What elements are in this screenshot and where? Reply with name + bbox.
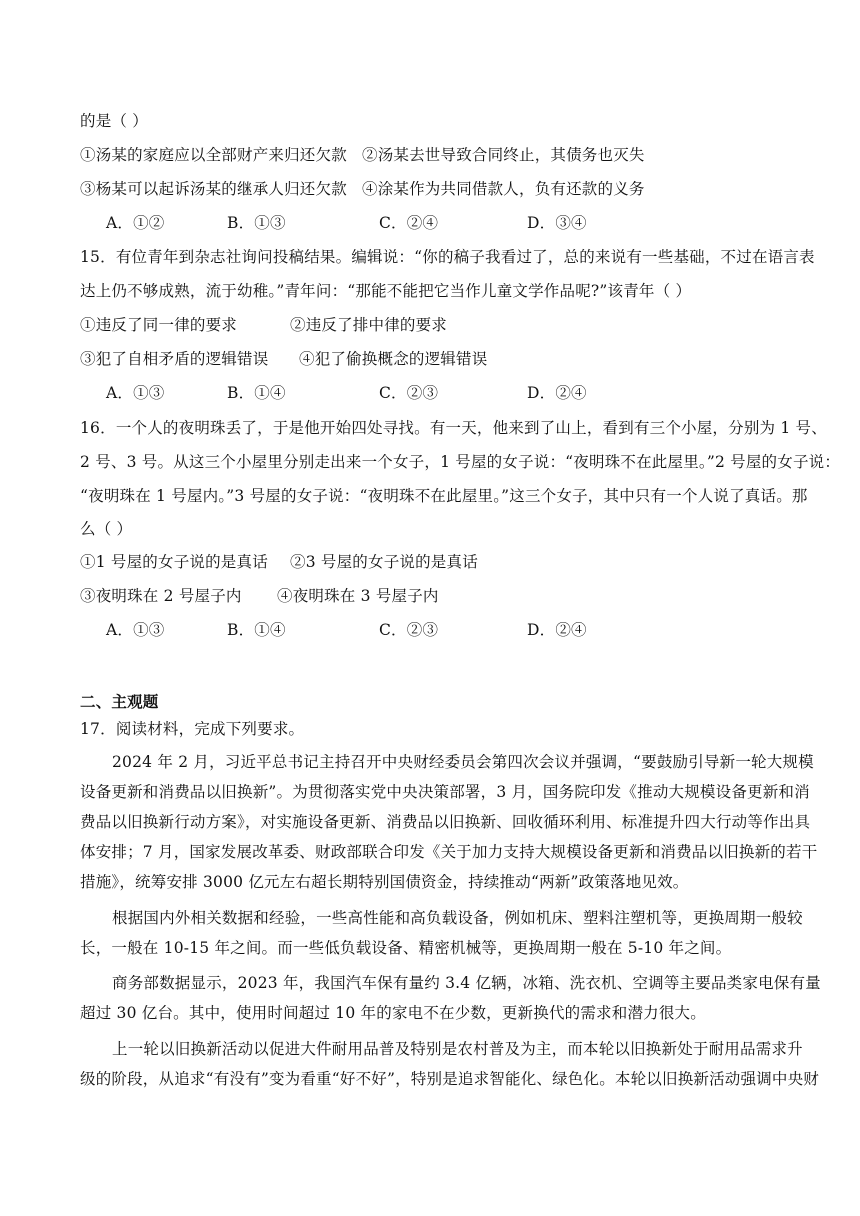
q16-option-d[interactable]: D．②④ bbox=[527, 621, 587, 639]
q16-stem-line-3: “夜明珠在 1 号屋内。”3 号屋的女子说：“夜明珠不在此屋里。”这三个女子，其中只有一个人说了真话。那 bbox=[80, 487, 808, 505]
q16-option-c[interactable]: C．②③ bbox=[379, 621, 439, 639]
q14-statement-4: ④涂某作为共同借款人，负有还款的义务 bbox=[362, 180, 645, 198]
material-p2-line-1: 根据国内外相关数据和经验，一些高性能和高负载设备，例如机床、塑料注塑机等，更换周期一般较 bbox=[112, 909, 803, 927]
material-p1-line-5: 措施》，统筹安排 3000 亿元左右超长期特别国债资金，持续推动“两新”政策落地见效。 bbox=[80, 873, 689, 891]
material-p4-line-2: 级的阶段，从追求“有没有”变为看重“好不好”，特别是追求智能化、绿色化。本轮以旧换新活动强调中央财 bbox=[80, 1070, 819, 1088]
material-p1-line-1: 2024 年 2 月，习近平总书记主持召开中央财经委员会第四次会议并强调，“要鼓励引导新一轮大规模 bbox=[112, 753, 814, 771]
material-p1-line-4: 体安排；7 月，国家发展改革委、财政部联合印发《关于加力支持大规模设备更新和消费品以旧换新的若干 bbox=[80, 843, 818, 861]
section-heading: 二、主观题 bbox=[80, 692, 159, 711]
q15-stem-line-2: 达上仍不够成熟，流于幼稚。”青年问：“那能不能把它当作儿童文学作品呢?”该青年（ ） bbox=[80, 282, 692, 300]
q15-stem-line-1: 15．有位青年到杂志社询问投稿结果。编辑说：“你的稿子我看过了，总的来说有一些基础，不过在语言表 bbox=[80, 248, 815, 266]
material-p1-line-2: 设备更新和消费品以旧换新”。为贯彻落实党中央决策部署，3 月，国务院印发《推动大规模设备更新和消 bbox=[80, 783, 810, 801]
q14-statement-1: ①汤某的家庭应以全部财产来归还欠款 bbox=[80, 146, 347, 164]
q14-option-d[interactable]: D．③④ bbox=[527, 214, 587, 232]
q16-statement-1: ①1 号屋的女子说的是真话 bbox=[80, 553, 268, 571]
q15-statement-3: ③犯了自相矛盾的逻辑错误 bbox=[80, 350, 269, 368]
q16-statement-4: ④夜明珠在 3 号屋子内 bbox=[277, 587, 439, 605]
q15-statement-1: ①违反了同一律的要求 bbox=[80, 316, 238, 334]
material-p1-line-3: 费品以旧换新行动方案》，对实施设备更新、消费品以旧换新、回收循环利用、标准提升四大行动等作出具 bbox=[80, 813, 811, 831]
q14-option-b[interactable]: B．①③ bbox=[227, 214, 286, 232]
material-p2-line-2: 长，一般在 10-15 年之间。而一些低负载设备、精密机械等，更换周期一般在 5-10 年之间。 bbox=[80, 939, 732, 957]
q16-statement-2: ②3 号屋的女子说的是真话 bbox=[290, 553, 478, 571]
q14-statement-2: ②汤某去世导致合同终止，其债务也灭失 bbox=[362, 146, 645, 164]
q15-option-a[interactable]: A．①③ bbox=[106, 384, 165, 402]
q16-statement-3: ③夜明珠在 2 号屋子内 bbox=[80, 587, 242, 605]
q14-stem-tail: 的是（ ） bbox=[80, 112, 148, 130]
q15-option-b[interactable]: B．①④ bbox=[227, 384, 286, 402]
q14-option-c[interactable]: C．②④ bbox=[379, 214, 439, 232]
q16-option-a[interactable]: A．①③ bbox=[106, 621, 165, 639]
q15-option-d[interactable]: D．②④ bbox=[527, 384, 587, 402]
q16-option-b[interactable]: B．①④ bbox=[227, 621, 286, 639]
q15-option-c[interactable]: C．②③ bbox=[379, 384, 439, 402]
q14-option-a[interactable]: A．①② bbox=[106, 214, 165, 232]
material-p4-line-1: 上一轮以旧换新活动以促进大件耐用品普及特别是农村普及为主，而本轮以旧换新处于耐用品需求升 bbox=[112, 1040, 803, 1058]
q17-stem: 17．阅读材料，完成下列要求。 bbox=[80, 720, 305, 738]
q16-stem-line-2: 2 号、3 号。从这三个小屋里分别走出来一个女子，1 号屋的女子说：“夜明珠不在此屋里。”2 号屋的女子说： bbox=[80, 453, 841, 471]
q16-stem-line-1: 16．一个人的夜明珠丢了，于是他开始四处寻找。有一天，他来到了山上，看到有三个小屋，分别为 1 号、 bbox=[80, 419, 827, 437]
q15-statement-4: ④犯了偷换概念的逻辑错误 bbox=[299, 350, 488, 368]
q15-statement-2: ②违反了排中律的要求 bbox=[290, 316, 448, 334]
q16-stem-line-4: 么（ ） bbox=[80, 520, 133, 538]
q14-statement-3: ③杨某可以起诉汤某的继承人归还欠款 bbox=[80, 180, 347, 198]
material-p3-line-2: 超过 30 亿台。其中，使用时间超过 10 年的家电不在少数，更新换代的需求和潜力很大。 bbox=[80, 1004, 706, 1022]
material-p3-line-1: 商务部数据显示，2023 年，我国汽车保有量约 3.4 亿辆，冰箱、洗衣机、空调等主要品类家电保有量 bbox=[112, 974, 821, 992]
